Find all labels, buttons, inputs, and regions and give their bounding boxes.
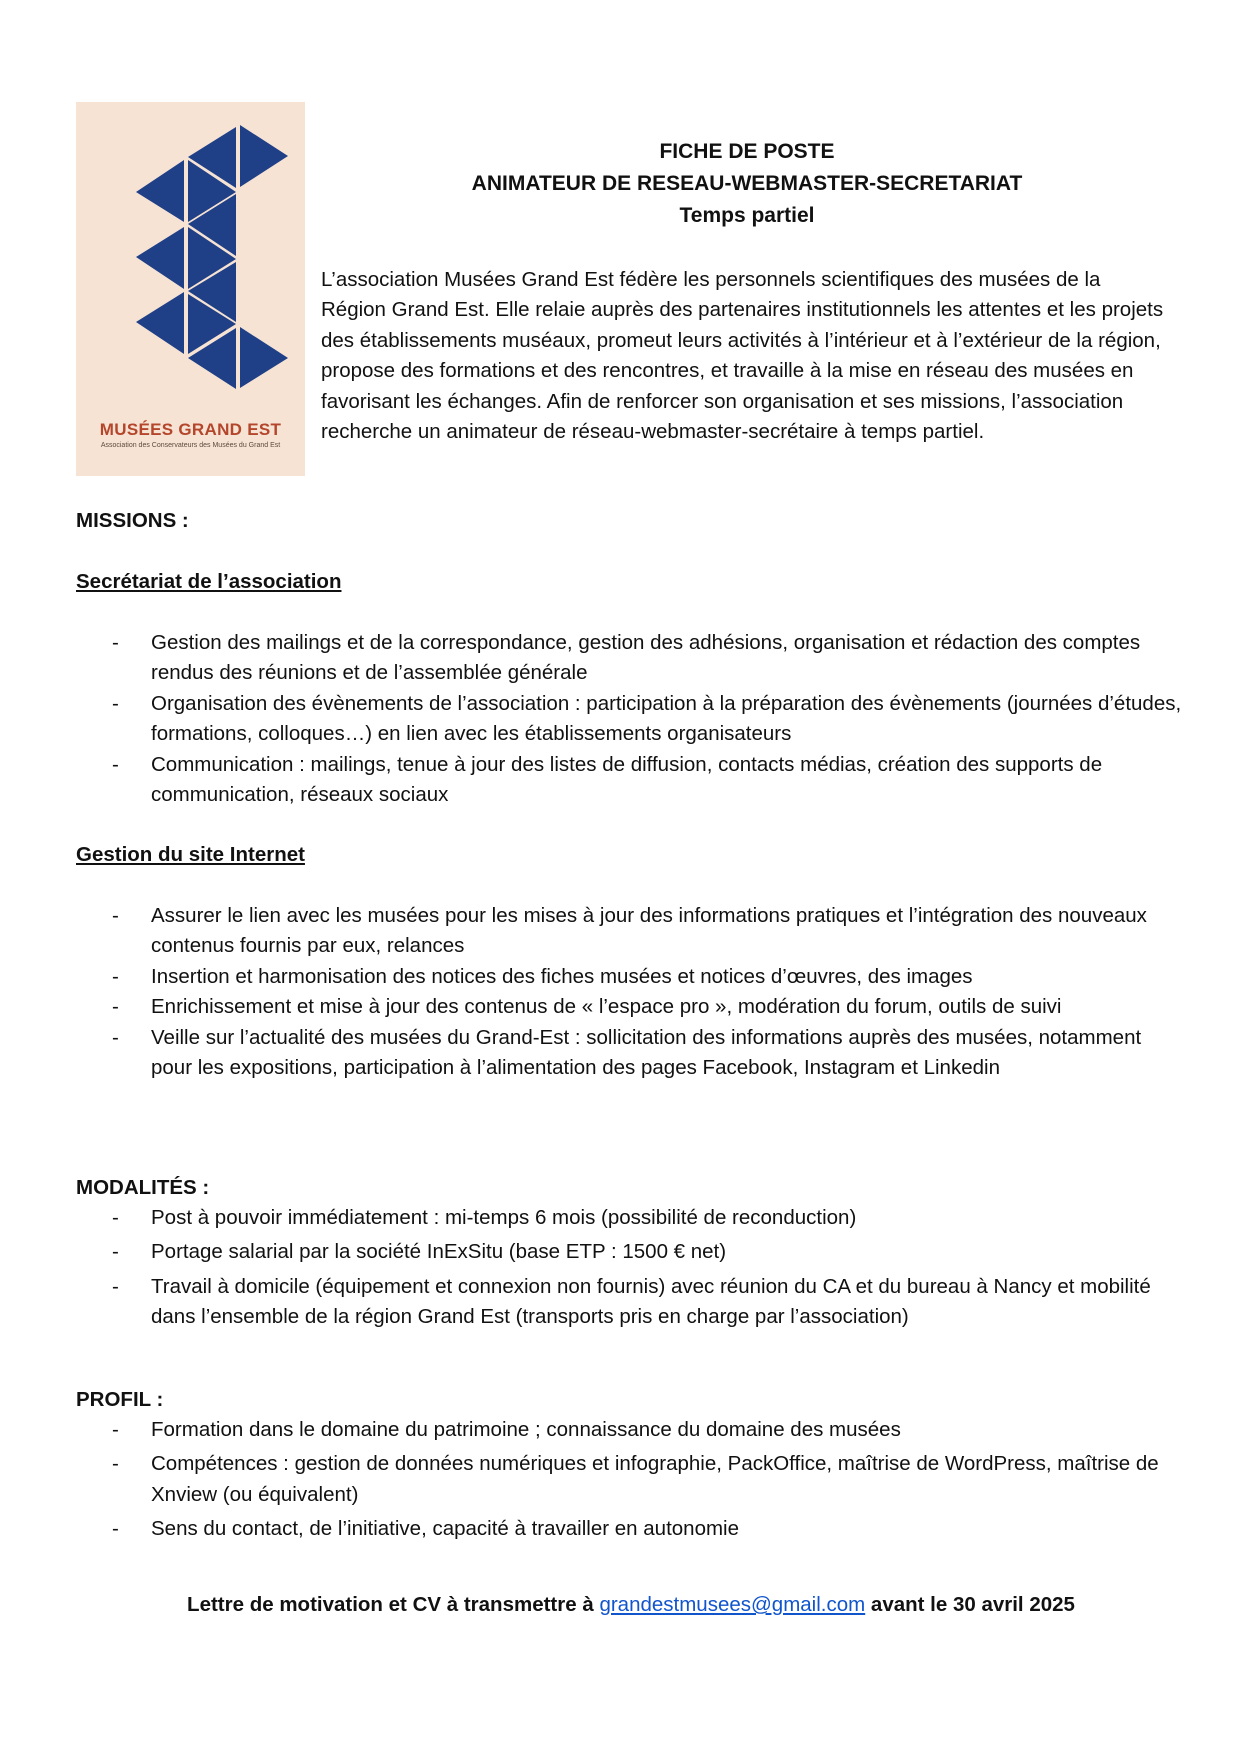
dash-marker: - xyxy=(112,1517,119,1541)
list-item-text: Assurer le lien avec les musées pour les mises à jour des informations pratiques et l’intégration des nouveaux contenus fournis par eux, relances xyxy=(151,904,1147,958)
secretariat-list xyxy=(76,628,1186,810)
list-item-text: Gestion des mailings et de la correspondance, gestion des adhésions, organisation et rédaction des comptes rendus des réunions et de l’assemblée générale xyxy=(151,631,1141,685)
list-item xyxy=(76,901,1186,962)
secretariat-title: Secrétariat de l’association xyxy=(76,570,342,593)
logo-triangles xyxy=(136,125,288,389)
list-item xyxy=(76,1237,1186,1267)
list-item-text: Travail à domicile (équipement et connexion non fournis) avec réunion du CA et du bureau à Nancy et mobilité dans l’ensemble de la région Grand Est (transports pris en charge par l’association) xyxy=(151,1274,1151,1329)
profil-label: PROFIL : xyxy=(76,1388,164,1411)
list-item xyxy=(76,962,1186,992)
list-item-text: Enrichissement et mise à jour des contenus de « l’espace pro », modération du forum, outils de suivi xyxy=(151,995,1062,1019)
header-line-2: ANIMATEUR DE RESEAU-WEBMASTER-SECRETARIAT xyxy=(471,172,1023,195)
dash-marker: - xyxy=(112,631,119,654)
list-item-text: Communication : mailings, tenue à jour des listes de diffusion, contacts médias, création des supports de communication, réseaux sociaux xyxy=(151,752,1103,807)
footer-text-after: avant le 30 avril 2025 xyxy=(870,1593,1075,1616)
list-item xyxy=(76,628,1186,689)
dash-marker: - xyxy=(112,1274,119,1298)
footer-text-before: Lettre de motivation et CV à transmettre à xyxy=(187,1593,594,1616)
list-item xyxy=(76,1415,1186,1445)
missions-section xyxy=(76,506,1186,536)
site-list xyxy=(76,901,1186,1083)
modalites-section xyxy=(76,1173,1186,1337)
header-line-1: FICHE DE POSTE xyxy=(659,140,835,163)
dash-marker: - xyxy=(112,752,119,776)
dash-marker: - xyxy=(112,904,119,927)
site-title: Gestion du site Internet xyxy=(76,843,305,866)
list-item xyxy=(76,1023,1186,1084)
missions-label: MISSIONS : xyxy=(76,509,189,532)
application-footer xyxy=(76,1590,1186,1620)
secretariat-section xyxy=(76,567,1186,597)
list-item xyxy=(76,750,1186,811)
list-item xyxy=(76,1449,1186,1510)
dash-marker: - xyxy=(112,964,119,988)
dash-marker: - xyxy=(112,1025,119,1049)
dash-marker: - xyxy=(112,1452,119,1476)
document-header xyxy=(322,136,1172,232)
profil-list xyxy=(76,1415,1186,1545)
dash-marker: - xyxy=(112,995,119,1019)
list-item-text: Compétences : gestion de données numériques et infographie, PackOffice, maîtrise de WordPress, maîtrise de Xnview (ou équivalent) xyxy=(151,1452,1159,1506)
list-item-text: Insertion et harmonisation des notices des fiches musées et notices d’œuvres, des images xyxy=(151,964,973,988)
list-item-text: Sens du contact, de l’initiative, capacité à travailler en autonomie xyxy=(151,1517,740,1541)
site-list-wrap xyxy=(76,901,1186,1083)
dash-marker: - xyxy=(112,691,119,715)
list-item-text: Veille sur l’actualité des musées du Grand-Est : sollicitation des informations auprès des musées, notamment pour les expositions, participation à l’alimentation des pages Facebook, Instagram et Linkedin xyxy=(151,1025,1142,1080)
modalites-label: MODALITÉS : xyxy=(76,1176,210,1199)
list-item xyxy=(76,1203,1186,1233)
triangle-mark-icon xyxy=(76,102,305,402)
logo-title: MUSÉES GRAND EST xyxy=(99,420,282,439)
list-item-text: Formation dans le domaine du patrimoine ; connaissance du domaine des musées xyxy=(151,1418,901,1441)
intro-paragraph: L’association Musées Grand Est fédère les personnels scientifiques des musées de la Région Grand Est. Elle relaie auprès des partenaires institutionnels les attentes et les projets des établissements muséaux, promeut leurs activités à l’intérieur et à l’extérieur de la région, propose des formations et des rencontres, et travaille à la mise en réseau des musées en favorisant les échanges. Afin de renforcer son organisation et ses missions, l’association recherche un animateur de réseau-webmaster-secrétaire à temps partiel. xyxy=(321,268,1164,444)
list-item-text: Post à pouvoir immédiatement : mi-temps 6 mois (possibilité de reconduction) xyxy=(151,1206,857,1229)
modalites-list xyxy=(76,1203,1186,1333)
list-item xyxy=(76,1272,1186,1333)
header-line-3: Temps partiel xyxy=(679,204,815,227)
site-section xyxy=(76,840,1186,870)
list-item xyxy=(76,992,1186,1022)
email-link[interactable]: grandestmusees@gmail.com xyxy=(599,1593,866,1616)
dash-marker: - xyxy=(112,1418,119,1441)
secretariat-list-wrap xyxy=(76,628,1186,810)
list-item-text: Portage salarial par la société InExSitu (base ETP : 1500 € net) xyxy=(151,1240,727,1264)
dash-marker: - xyxy=(112,1206,119,1229)
profil-section xyxy=(76,1385,1186,1549)
list-item xyxy=(76,1514,1186,1544)
dash-marker: - xyxy=(112,1240,119,1264)
list-item xyxy=(76,689,1186,750)
list-item-text: Organisation des évènements de l’association : participation à la préparation des évènements (journées d’études, formations, colloques…) en lien avec les établissements organisateurs xyxy=(151,691,1182,746)
logo-subtitle: Association des Conservateurs des Musées du Grand Est xyxy=(100,442,281,449)
museum-logo xyxy=(76,102,305,476)
